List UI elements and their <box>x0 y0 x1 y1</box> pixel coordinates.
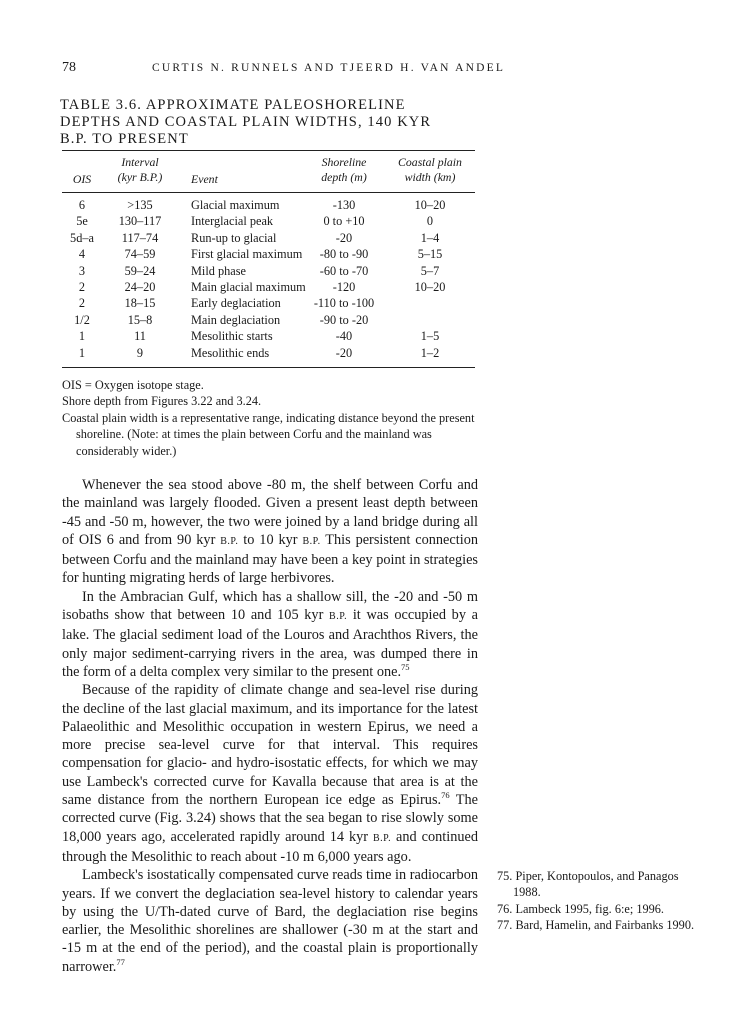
table-title-line: DEPTHS AND COASTAL PLAIN WIDTHS, 140 KYR <box>60 114 432 130</box>
footnote: 76. Lambeck 1995, fig. 6:e; 1996. <box>497 901 664 916</box>
table-row: 1 11 Mesolithic starts -40 1–5 <box>78 329 440 344</box>
footnotes <box>497 868 697 934</box>
body-paragraph: In the Ambracian Gulf, which has a shallow sill, the -20 and -50 m isobaths show that between 10 and 105 kyr B.P. it was occupied by a lake. The glacial sediment load of the Louros and Arachthos Rivers, the only major sediment-carrying rivers in the area, was dumped there in the form of a delta complex very similar to the present one.$^{75}$ <box>62 588 478 680</box>
footnote-ref[interactable]: 76 <box>441 790 450 801</box>
body-text <box>62 476 478 976</box>
table-note: Shore depth from Figures 3.22 and 3.24. <box>62 394 262 409</box>
table-notes <box>62 377 482 459</box>
footnote-ref[interactable]: 75 <box>401 662 410 673</box>
col-header-ois: OIS <box>72 172 92 186</box>
table-row: 5e 130–117 Interglacial peak 0 to +10 0 <box>76 214 434 229</box>
footnote: 75. Piper, Kontopoulos, and Panagos 1988. <box>497 869 679 900</box>
page-number: 78 <box>62 60 76 75</box>
table-bottom-rule <box>62 367 475 368</box>
col-header-coastal-plain: Coastal plain width (km) <box>398 155 462 184</box>
table-title <box>60 97 431 148</box>
table-note: Coastal plain width is a representative range, indicating distance beyond the present shoreline. (Note: at times the plain between Corfu and the mainland was considerably wider.) <box>62 410 475 458</box>
table-row: 2 24–20 Main glacial maximum -120 10–20 <box>78 280 446 294</box>
table-note: OIS = Oxygen isotope stage. <box>62 378 204 392</box>
table-title-line: TABLE 3.6. APPROXIMATE PALEOSHORELINE <box>60 97 406 113</box>
table-row: 1/2 15–8 Main deglaciation -90 to -20 <box>74 312 369 327</box>
col-header-interval: Interval (kyr B.P.) <box>117 155 163 184</box>
footnote: 77. Bard, Hamelin, and Fairbanks 1990. <box>497 918 695 933</box>
body-paragraph: Because of the rapidity of climate change and sea-level rise during the decline of the last glacial maximum, and its importance for the latest Palaeolithic and Mesolithic occupation in western Epirus, we need a more precise sea-level curve for that interval. This requires compensation for glacio- and hydro-isostatic effects, for which we may use Lambeck's corrected curve for Kavalla because that area is at the same distance from the northern European ice edge as Epirus.$^{76}$ The corrected curve (Fig. 3.24) shows that the sea began to rise slowly some 18,000 years ago, accelerated rapidly around 14 kyr B.P. and continued through the Mesolithic to reach about -10 m 6,000 years ago. <box>62 682 478 865</box>
table-row: 5d–a 117–74 Run-up to glacial -20 1–4 <box>70 230 440 245</box>
body-paragraph: Lambeck's isostatically compensated curve reads time in radiocarbon years. If we convert the deglaciation sea-level history to calendar years by using the U/Th-dated curve of Bard, the deglaciation rise begins earlier, the Mesolithic shorelines are shallower (-30 m at the start and -15 m at the end of the period), and the coastal plain is proportionally narrower.$^{77}$ <box>62 867 478 975</box>
table-row: 4 74–59 First glacial maximum -80 to -90 5–15 <box>78 247 443 262</box>
table-row: 2 18–15 Early deglaciation -110 to -100 <box>78 296 375 311</box>
table-row: 6 >135 Glacial maximum -130 10–20 <box>78 198 446 212</box>
col-header-event: Event <box>191 172 218 186</box>
table-top-rule <box>62 150 475 151</box>
col-header-shoreline: Shoreline depth (m) <box>321 155 367 184</box>
running-head: CURTIS N. RUNNELS AND TJEERD H. VAN ANDEL <box>152 62 506 74</box>
table-row: 3 59–24 Mild phase -60 to -70 5–7 <box>78 263 440 278</box>
footnote-ref[interactable]: 77 <box>116 956 125 967</box>
body-paragraph: Whenever the sea stood above -80 m, the shelf between Corfu and the mainland was largely flooded. Given a present least depth between -45 and -50 m, however, the two were joined by a land bridge during all of OIS 6 and from 90 kyr B.P. to 10 kyr B.P. This persistent connection between Corfu and the mainland may have been a key point in strategies for hunting migrating herds of large herbivores. <box>62 477 478 587</box>
table-row: 1 9 Mesolithic ends -20 1–2 <box>78 345 440 360</box>
table-title-line: B.P. TO PRESENT <box>60 131 189 147</box>
table-header-rule <box>62 192 475 193</box>
